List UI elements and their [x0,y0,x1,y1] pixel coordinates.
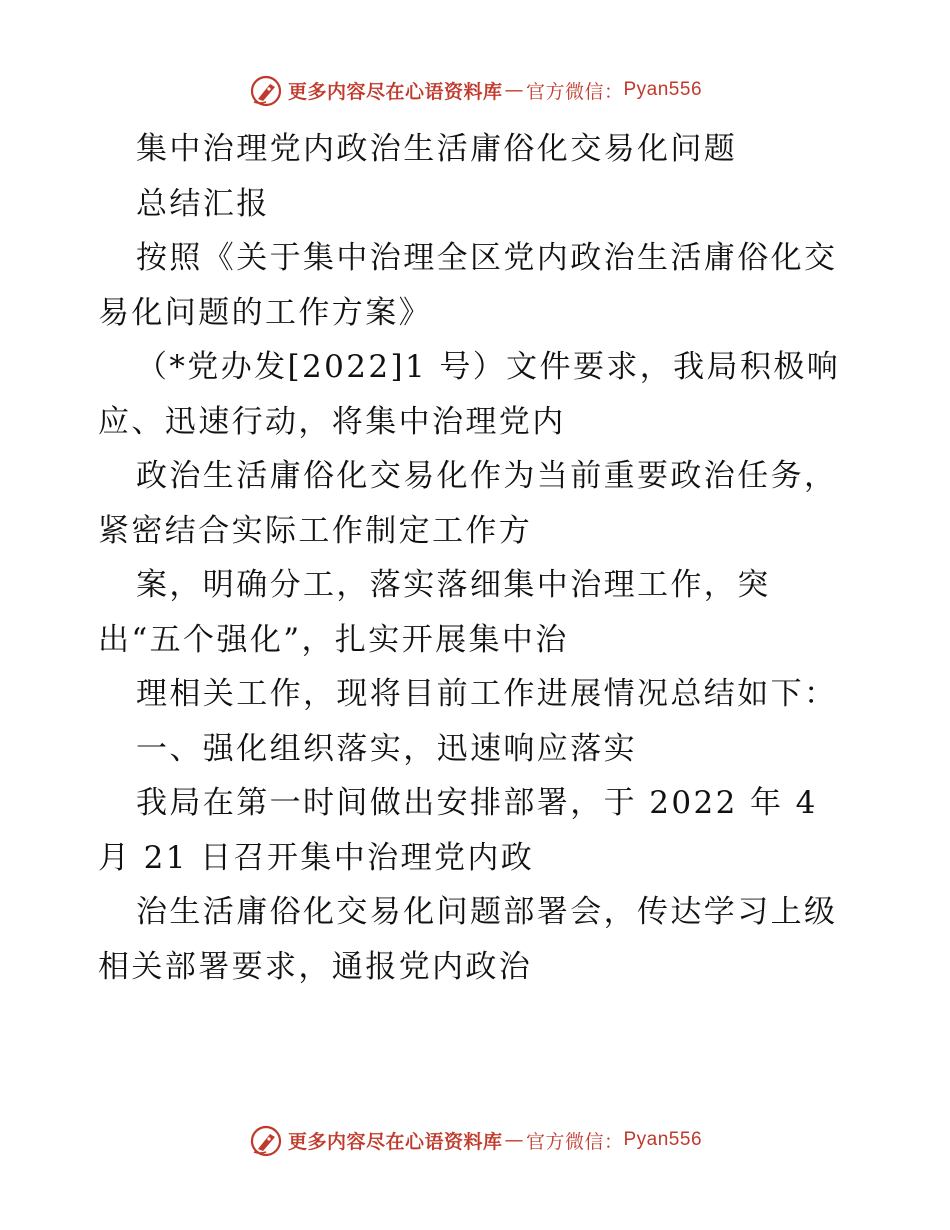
paragraph-line: 紧密结合实际工作制定工作方 [98,512,533,549]
paragraph-line: 理相关工作，现将目前工作进展情况总结如下： [136,676,838,712]
watermark-wechat-id: Pyan556 [623,79,703,100]
section-heading: 一、强化组织落实，迅速响应落实 [136,730,637,767]
paragraph-line: 我局在第一时间做出安排部署，于 2022 年 4 [136,785,818,821]
watermark-separator: — [504,1129,524,1151]
paragraph-line: 政治生活庸俗化交易化作为当前重要政治任务， [136,458,838,494]
watermark-label: 官方微信： [525,80,624,103]
paragraph-line: （*党办发[2022]1 号）文件要求，我局积极响 [136,349,841,385]
watermark-label: 官方微信： [525,1130,624,1153]
paragraph-line: 相关部署要求，通报党内政治 [98,948,533,985]
document-title-line-1: 集中治理党内政治生活庸俗化交易化问题 [136,131,738,167]
watermark-title: 更多内容尽在心语资料库 [287,1130,503,1153]
watermark-wechat-id: Pyan556 [623,1129,703,1150]
document-body [98,122,858,994]
paragraph-line: 案，明确分工，落实落细集中治理工作，突 [136,567,771,603]
pen-nib-logo-icon [248,72,284,108]
paragraph-line: 应、迅速行动，将集中治理党内 [98,403,566,440]
paragraph-line: 出“五个强化”，扎实开展集中治 [98,621,569,658]
paragraph-line: 易化问题的工作方案》 [98,294,432,331]
watermark-title: 更多内容尽在心语资料库 [287,80,503,103]
document-title-line-2: 总结汇报 [136,185,270,222]
watermark-separator: — [504,79,524,101]
footer-watermark [0,1118,950,1162]
paragraph-line: 治生活庸俗化交易化问题部署会，传达学习上级 [136,894,838,930]
paragraph-line: 月 21 日召开集中治理党内政 [98,839,535,876]
pen-nib-logo-icon [248,1122,284,1158]
header-watermark [0,68,950,112]
paragraph-line: 按照《关于集中治理全区党内政治生活庸俗化交 [136,240,838,276]
